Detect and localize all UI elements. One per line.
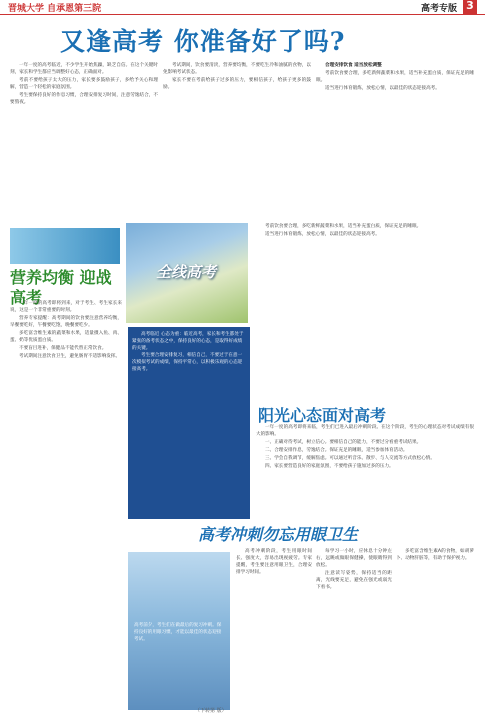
article-col-2 [163,62,311,217]
article-col-1 [10,62,158,217]
subheading: 合理安排饮食 适当放松调整 [325,63,382,68]
paragraph: 考生要保持良好的作息习惯，合理安排复习时间，注意劳逸结合，不要熬夜。 [10,93,158,105]
paragraph: 多吃富含维生素的蔬菜和水果，适量摄入鱼、肉、蛋、奶等优质蛋白质。 [10,331,122,343]
student-photo [128,552,230,710]
paragraph: 二、合理安排作息，劳逸结合。保证充足的睡眠，适当参加体育活动。 [265,448,408,453]
paragraph: 多吃富含维生素A的食物，如胡萝卜、动物肝脏等，有助于保护视力。 [396,549,474,561]
paragraph: 考前饮食要合理，多吃新鲜蔬菜和水果，适当补充蛋白质，保证充足的睡眠。 [265,224,422,229]
paper-name: 晋城大学 自承恩第三院 [8,4,102,14]
article-col-3 [316,62,474,217]
section-title-nutrition: 营养均衡 迎战高考 [10,268,112,307]
paragraph: 四、家长要营造良好的家庭氛围，不要给孩子施加过多的压力。 [265,464,394,469]
paragraph: 一、正确对待考试，树立信心。要相信自己的能力，不要过分看重考试结果。 [265,440,422,445]
paragraph: 适当进行体育锻炼，放松心情，以最佳的状态迎接高考。 [265,232,380,237]
headline: 又逢高考 你准备好了吗? [60,27,346,56]
eye-care-col-1 [236,548,312,706]
promo-box [128,327,250,519]
paragraph: 考试期间注意饮食卫生，避免肠胃不适影响发挥。 [19,354,121,359]
nutrition-article [10,300,122,705]
section-name: 高考专版 [420,4,457,14]
photo-text: 高考前夕，考生们在做最后的复习冲刺。保持良好的用眼习惯，才能以最佳的状态迎接考试。 [134,623,222,642]
paragraph: 考生要合理安排复习，相信自己，不要过于在意一次模拟考试的成绩，保持平常心，以积极乐观的心态迎接高考。 [132,353,243,372]
paragraph: 不要盲目进补，保健品不能代替正常饮食。 [19,346,107,351]
paragraph: 三、学会自我调节，缓解焦虑。可以通过听音乐、散步、与人交流等方式放松心情。 [265,456,435,461]
nutrition-banner-image [10,228,120,264]
eye-care-col-2 [316,548,392,706]
paragraph: 考试期间，饮食要清淡，营养要均衡，不要吃生冷和油腻的食物，以免影响考试状态。 [163,63,311,75]
paragraph: 每学习一小时，应休息十分钟左右，远眺或做眼保健操，使眼睛得到放松。 [316,549,392,568]
eye-care-col-3 [396,548,474,706]
page-footer: （下转第 版） [195,708,227,714]
paragraph: 考前饮食要合理，多吃新鲜蔬菜和水果，适当补充蛋白质，保证充足的睡眠。 [316,71,474,83]
page-number: 3 [463,0,477,14]
right-article-top [256,223,474,398]
paragraph: 一年一度的高考即将来临，考生们已进入最后冲刺阶段。在这个阶段，考生的心理状态对考试成绩有很大的影响。 [256,425,474,437]
section-title-mindset: 阳光心态面对高考 [258,406,387,425]
paragraph: 适当进行体育锻炼，放松心情，以最佳的状态迎接高考。 [325,86,440,91]
paragraph: 营养专家提醒：高考期间的饮食要注意营养均衡，早餐要吃好，午餐要吃饱，晚餐要吃少。 [10,316,122,328]
paragraph: 高考临近 心态为重：临近高考，家长和考生都处于紧张的备考状态之中，保持良好的心态，是取得好成绩的关键。 [132,332,244,351]
section-title-eye-care: 高考冲刺勿忘用眼卫生 [198,525,359,544]
mindset-article [256,424,474,518]
paragraph: 家长不要在考前给孩子过多的压力，要相信孩子，给孩子更多的鼓励。 [163,78,311,90]
photo-caption: 全线高考 [156,263,217,281]
paragraph: 考前不要给孩子太大的压力，家长要多鼓励孩子，多给予关心和理解，营造一个轻松的家庭氛围。 [10,78,158,90]
page-header [0,0,485,15]
paragraph: 注意读写姿势，保持适当的距离，光线要充足，避免在强光或弱光下看书。 [316,571,392,590]
paragraph: 高考冲刺阶段，考生用眼时间长、强度大，容易出现视疲劳。专家提醒，考生要注意用眼卫生，合理安排学习时间。 [236,549,312,575]
paragraph: 一年一度的高考临近，不少学生开始焦躁，缺乏自信。在这个关键时刻，家长和学生都应当调整好心态，正确面对。 [10,63,158,75]
paragraph: 一年一度的高考即将到来，对于考生、考生家长来说，这是一个非常重要的时刻。 [10,301,122,313]
exam-photo [126,223,248,323]
